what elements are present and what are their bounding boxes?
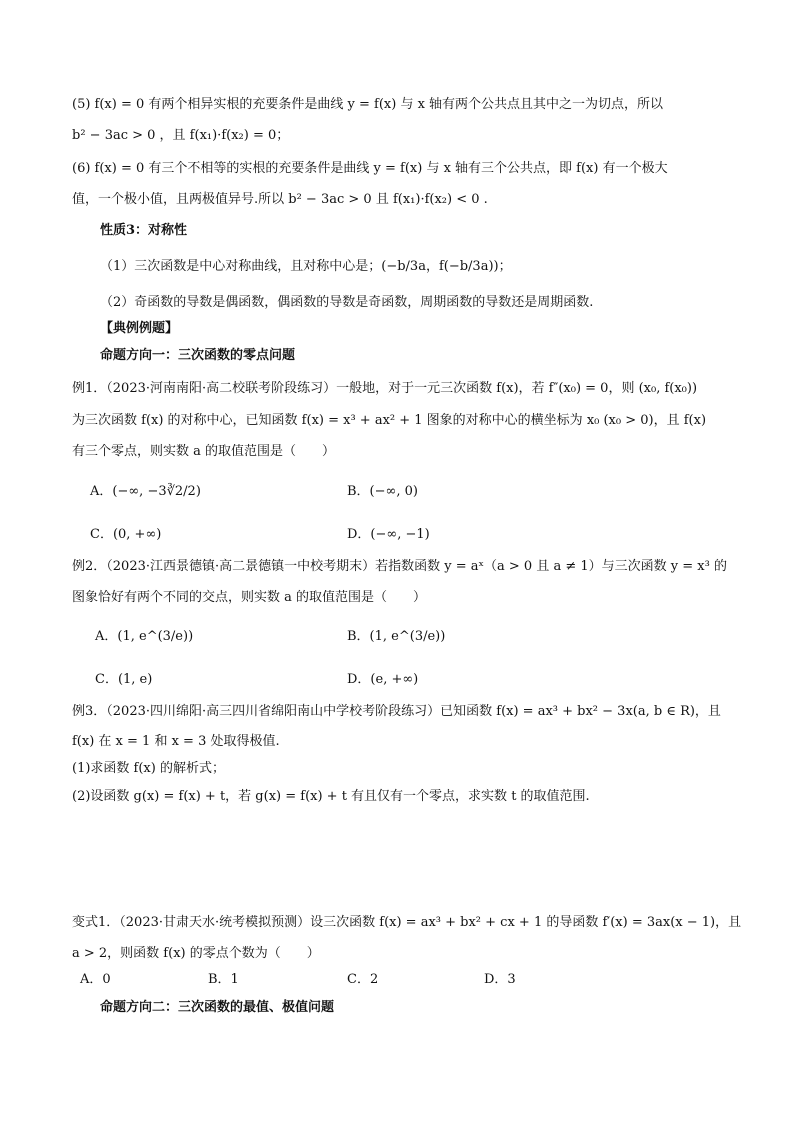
property-3-heading: 性质3：对称性 <box>100 223 188 238</box>
example-3-line2: f(x) 在 x = 1 和 x = 3 处取得极值. <box>72 734 280 749</box>
paragraph-5-line1: (5) f(x) = 0 有两个相异实根的充要条件是曲线 y = f(x) 与 x 轴有两个公共点且其中之一为切点，所以 <box>72 97 664 112</box>
direction-1-heading: 命题方向一：三次函数的零点问题 <box>100 348 296 363</box>
example-1-line1: 例1．（2023·河南南阳·高二校联考阶段练习）一般地，对于一元三次函数 f(x)，若 f″(x₀) = 0，则 (x₀, f(x₀)) <box>72 381 698 396</box>
example-2-option-b: B．(1, e^(3/e)) <box>347 629 446 644</box>
variant-1-line2: a > 2，则函数 f(x) 的零点个数为（ ） <box>72 946 320 961</box>
property-3-item2: （2）奇函数的导数是偶函数，偶函数的导数是奇函数，周期函数的导数还是周期函数. <box>100 295 594 310</box>
paragraph-5-line2: b² − 3ac > 0 ，且 f(x₁)·f(x₂) = 0； <box>72 128 290 143</box>
example-1-option-b: B．(−∞, 0) <box>347 484 418 499</box>
example-3-line1: 例3．（2023·四川绵阳·高三四川省绵阳南山中学校考阶段练习）已知函数 f(x) = ax³ + bx² − 3x(a, b ∈ R)，且 <box>72 704 721 719</box>
example-1-option-d: D．(−∞, −1) <box>347 527 430 542</box>
variant-1-option-b: B．1 <box>208 972 239 987</box>
examples-heading: 【典例例题】 <box>100 321 179 336</box>
example-2-line1: 例2．（2023·江西景德镇·高二景德镇一中校考期末）若指数函数 y = aˣ（a > 0 且 a ≠ 1）与三次函数 y = x³ 的 <box>72 559 727 574</box>
paragraph-6-line1: (6) f(x) = 0 有三个不相等的实根的充要条件是曲线 y = f(x) 与 x 轴有三个公共点，即 f(x) 有一个极大 <box>72 161 668 176</box>
example-2-option-c: C．(1, e) <box>95 672 153 687</box>
example-1-option-c: C．(0, +∞) <box>90 527 162 542</box>
example-2-option-a: A．(1, e^(3/e)) <box>95 629 194 644</box>
example-1-option-a: A．(−∞, −3∛2/2) <box>90 484 201 499</box>
variant-1-option-c: C．2 <box>347 972 379 987</box>
example-1-line2: 为三次函数 f(x) 的对称中心，已知函数 f(x) = x³ + ax² + 1 图象的对称中心的横坐标为 x₀ (x₀ > 0)，且 f(x) <box>72 413 707 428</box>
paragraph-6-line2: 值，一个极小值，且两极值异号.所以 b² − 3ac > 0 且 f(x₁)·f(x₂) < 0 . <box>72 192 488 207</box>
variant-1-option-a: A．0 <box>80 972 111 987</box>
example-1-line3: 有三个零点，则实数 a 的取值范围是（ ） <box>72 444 336 459</box>
example-3-part2: (2)设函数 g(x) = f(x) + t，若 g(x) = f(x) + t 有且仅有一个零点，求实数 t 的取值范围. <box>72 789 590 804</box>
direction-2-heading: 命题方向二：三次函数的最值、极值问题 <box>100 1000 335 1015</box>
variant-1-option-d: D．3 <box>484 972 516 987</box>
example-3-part1: (1)求函数 f(x) 的解析式； <box>72 761 225 776</box>
variant-1-line1: 变式1．（2023·甘肃天水·统考模拟预测）设三次函数 f(x) = ax³ + bx² + cx + 1 的导函数 f′(x) = 3ax(x − 1)，且 <box>72 915 742 930</box>
property-3-item1: （1）三次函数是中心对称曲线，且对称中心是；(−b/3a，f(−b/3a))； <box>100 259 512 274</box>
example-2-option-d: D．(e, +∞) <box>347 672 419 687</box>
example-2-line2: 图象恰好有两个不同的交点，则实数 a 的取值范围是（ ） <box>72 590 427 605</box>
